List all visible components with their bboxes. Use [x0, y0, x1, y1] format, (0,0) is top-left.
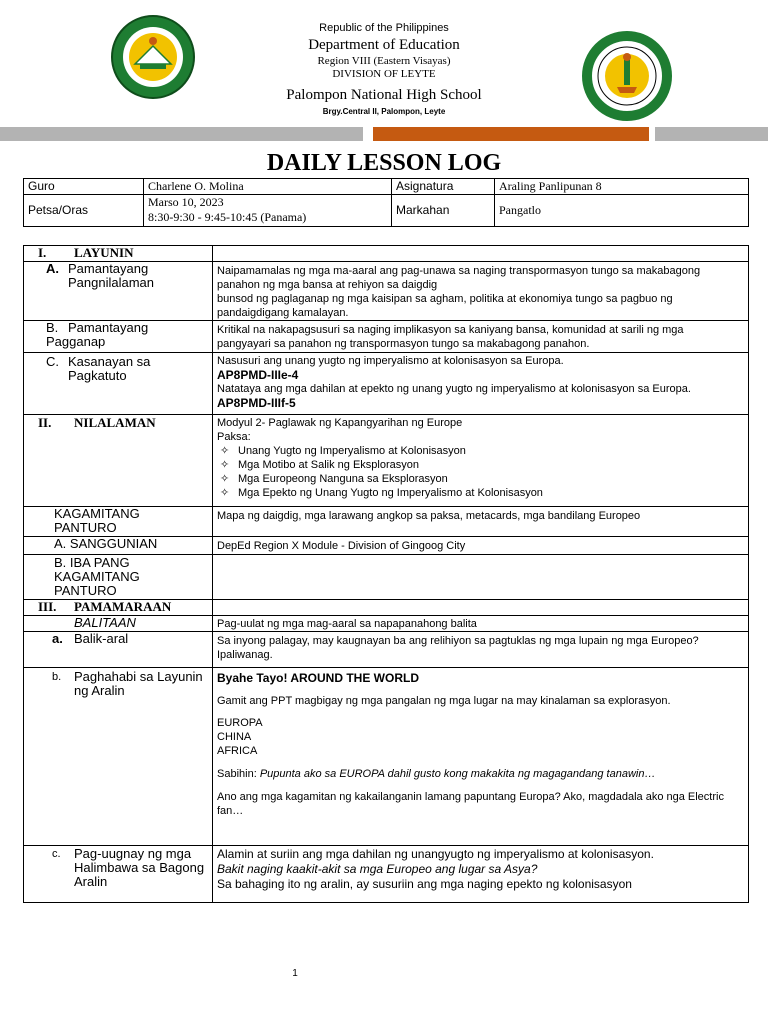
balikaral-text-1: Sa inyong palagay, may kaugnayan ba ang relihiyon sa pagtuklas ng mga lupain ng mga Europeo?	[217, 635, 699, 647]
paksa-item-text: Unang Yugto ng Imperyalismo at Kolonisasyon	[238, 445, 466, 457]
row-layunin	[24, 246, 749, 262]
row-sanggunian	[24, 537, 749, 555]
petsa-date: Marso 10, 2023	[148, 195, 224, 209]
sabihin-line	[217, 767, 744, 781]
nilalaman-heading	[24, 415, 213, 507]
paghahabi-num: b.	[52, 671, 62, 683]
nilalaman-title: NILALAMAN	[74, 415, 156, 430]
school-address: Brgy.Central II, Palompon, Leyte	[322, 107, 446, 116]
row-pamantayang-pangnilalaman	[24, 262, 749, 321]
kagamitan-label-1: KAGAMITANG	[54, 506, 140, 521]
paghahabi-label-1: Paghahabi sa Layunin	[74, 669, 203, 684]
paksa-item	[217, 444, 744, 458]
balitaan-text: Pag-uulat ng mga mag-aaral sa napapanahong balita	[213, 616, 749, 632]
gray-bar-left	[0, 127, 363, 141]
balikaral-label: Balik-aral	[74, 631, 129, 646]
a-text-1: Naipamamalas ng mga ma-aaral ang pag-unawa sa naging transpormasyon tungo sa makabagong	[217, 265, 701, 277]
paksa-item	[217, 472, 744, 486]
asignatura-label: Asignatura	[392, 179, 495, 195]
kagamitan-label-2: PANTURO	[54, 520, 117, 535]
c-text-1: Nasusuri ang unang yugto ng imperyalismo at kolonisasyon sa Europa.	[217, 355, 564, 367]
pag-uugnay-text-3: Sa bahaging ito ng aralin, ay susuriin ang mga naging epekto ng kolonisasyon	[217, 877, 632, 891]
paksa-item	[217, 486, 744, 500]
pag-uugnay-label-2: Halimbawa sa Bagong	[74, 860, 205, 875]
diamond-bullet-icon: ✧	[220, 487, 230, 499]
paghahabi-content	[213, 668, 749, 846]
a-label-2: Pangnilalaman	[68, 275, 155, 290]
place-item: AFRICA	[217, 745, 258, 757]
paksa-item-text: Mga Europeong Nanguna sa Eksplorasyon	[238, 473, 448, 485]
ano-text-1: Ano ang mga kagamitan ng kakailanganin lamang papuntang Europa? Ako, magdadala ako nga Electric	[217, 791, 724, 803]
iba-label-3: PANTURO	[54, 583, 117, 598]
row-nilalaman	[24, 415, 749, 507]
petsa-time: 8:30-9:30 - 9:45-10:45 (Panama)	[148, 210, 307, 224]
row-pamamaraan	[24, 600, 749, 616]
diamond-bullet-icon: ✧	[220, 445, 230, 457]
paghahabi-heading: Byahe Tayo! AROUND THE WORLD	[217, 671, 420, 685]
c-label-2: Pagkatuto	[68, 368, 127, 383]
pamantayang-pangnilalaman-label	[24, 262, 213, 321]
row-pamantayang-pagganap	[24, 321, 749, 353]
row-balitaan	[24, 616, 749, 632]
lesson-log-table	[23, 245, 749, 903]
markahan-value: Pangatlo	[495, 195, 749, 227]
department-name: Department of Education	[308, 37, 460, 53]
nilalaman-num: II.	[38, 415, 52, 430]
orange-bar	[373, 127, 649, 141]
page-title: DAILY LESSON LOG	[266, 150, 502, 176]
region-line: Region VIII (Eastern Visayas)	[317, 55, 451, 67]
a-text-2: panahon ng mga bansa at rehiyon sa daigdig	[217, 279, 438, 291]
iba-label-1: B. IBA PANG	[54, 555, 130, 570]
row-balik-aral	[24, 632, 749, 668]
ano-text-2: fan…	[217, 805, 244, 817]
pag-uugnay-num: c.	[52, 848, 61, 860]
row-iba-pang-kagamitan	[24, 555, 749, 600]
sabihin-label: Sabihin:	[217, 768, 260, 780]
pag-uugnay-text-2: Bakit naging kaakit-akit sa mga Europeo ang lugar sa Asya?	[217, 862, 538, 876]
row-pag-uugnay	[24, 846, 749, 903]
pag-uugnay-text-1: Alamin at suriin ang mga dahilan ng unangyugto ng imperyalismo at kolonisasyon.	[217, 847, 654, 861]
paksa-item-text: Mga Epekto ng Unang Yugto ng Imperyalismo at Kolonisasyon	[238, 487, 543, 499]
modyul-text: Modyul 2- Paglawak ng Kapangyarihan ng Europe	[217, 417, 463, 429]
diamond-bullet-icon: ✧	[220, 459, 230, 471]
balitaan-label: BALITAAN	[24, 616, 213, 632]
guro-label: Guro	[24, 179, 144, 195]
gray-bar-right	[655, 127, 768, 141]
c-code-1: AP8PMD-IIIe-4	[217, 368, 299, 382]
paksa-item	[217, 458, 744, 472]
pag-uugnay-label-1: Pag-uugnay ng mga	[74, 846, 192, 861]
c-label-1: Kasanayan sa	[68, 354, 151, 369]
pag-uugnay-label-3: Aralin	[74, 874, 108, 889]
pamamaraan-heading	[24, 600, 213, 616]
row-paghahabi	[24, 668, 749, 846]
asignatura-value: Araling Panlipunan 8	[495, 179, 749, 195]
school-name: Palompon National High School	[286, 87, 482, 103]
iba-text	[213, 555, 749, 600]
a-text-4: pandaigdigang kamalayan.	[217, 307, 349, 319]
pamamaraan-num: III.	[38, 599, 57, 614]
pamamaraan-title: PAMAMARAAN	[74, 599, 172, 614]
layunin-num: I.	[38, 245, 47, 260]
markahan-label: Markahan	[392, 195, 495, 227]
petsa-value	[144, 195, 392, 227]
a-text-3: bunsod ng paglaganap ng mga kaisipan sa agham, politika at ekonomiya tungo sa pagbuo ng	[217, 293, 673, 305]
b-text-2: pangyayari sa panahon ng transpormasyon tungo sa makabagong panahon.	[217, 338, 590, 350]
pamantayang-pagganap-text	[213, 321, 749, 353]
guro-value: Charlene O. Molina	[144, 179, 392, 195]
petsa-label: Petsa/Oras	[24, 195, 144, 227]
sanggunian-text: DepEd Region X Module - Division of Gingoog City	[213, 537, 749, 555]
row-kasanayan	[24, 353, 749, 415]
row-kagamitang-panturo	[24, 507, 749, 537]
pag-uugnay-label	[24, 846, 213, 903]
c-text-2: Natataya ang mga dahilan at epekto ng unang yugto ng imperyalismo at kolonisasyon sa Europa.	[217, 383, 691, 395]
place-item: CHINA	[217, 731, 252, 743]
layunin-heading	[24, 246, 213, 262]
kasanayan-label	[24, 353, 213, 415]
pag-uugnay-content	[213, 846, 749, 903]
paghahabi-label-2: ng Aralin	[74, 683, 125, 698]
kagamitan-text: Mapa ng daigdig, mga larawang angkop sa paksa, metacards, mga bandilang Europeo	[213, 507, 749, 537]
kagamitang-panturo-label	[24, 507, 213, 537]
division-line: DIVISION OF LEYTE	[332, 68, 436, 80]
iba-label-2: KAGAMITANG	[54, 569, 140, 584]
paksa-item-text: Mga Motibo at Salik ng Eksplorasyon	[238, 459, 419, 471]
sabihin-text: Pupunta ako sa EUROPA dahil gusto kong makakita ng magagandang tanawin…	[259, 768, 656, 780]
sanggunian-label: A. SANGGUNIAN	[24, 537, 213, 555]
pamamaraan-empty	[213, 600, 749, 616]
balikaral-text-2: Ipaliwanag.	[217, 649, 273, 661]
b-text-1: Kritikal na nakapagsusuri sa naging implikasyon sa kaniyang bansa, komunidad at sarili ng mga	[217, 324, 684, 336]
layunin-title: LAYUNIN	[74, 245, 134, 260]
b-num: B.	[46, 320, 59, 335]
diamond-bullet-icon: ✧	[220, 473, 230, 485]
balik-aral-label	[24, 632, 213, 668]
a-label-1: Pamantayang	[68, 261, 149, 276]
paghahabi-gamit: Gamit ang PPT magbigay ng mga pangalan ng mga lugar na may kinalaman sa explorasyon.	[217, 695, 671, 707]
place-item: EUROPA	[217, 717, 263, 729]
pamantayang-pagganap-label	[24, 321, 213, 353]
paghahabi-label	[24, 668, 213, 846]
nilalaman-content	[213, 415, 749, 507]
kasanayan-text	[213, 353, 749, 415]
balik-aral-text	[213, 632, 749, 668]
info-table	[23, 178, 749, 227]
paksa-label: Paksa:	[217, 431, 251, 443]
page-number: 1	[292, 968, 298, 979]
layunin-empty	[213, 246, 749, 262]
c-code-2: AP8PMD-IIIf-5	[217, 396, 296, 410]
b-label: Pamantayang Pagganap	[46, 320, 149, 349]
c-num: C.	[46, 354, 59, 369]
balikaral-num: a.	[52, 631, 63, 646]
republic-line: Republic of the Philippines	[319, 22, 449, 34]
pamantayang-pangnilalaman-text	[213, 262, 749, 321]
a-num: A.	[46, 261, 59, 276]
iba-pang-kagamitan-label	[24, 555, 213, 600]
